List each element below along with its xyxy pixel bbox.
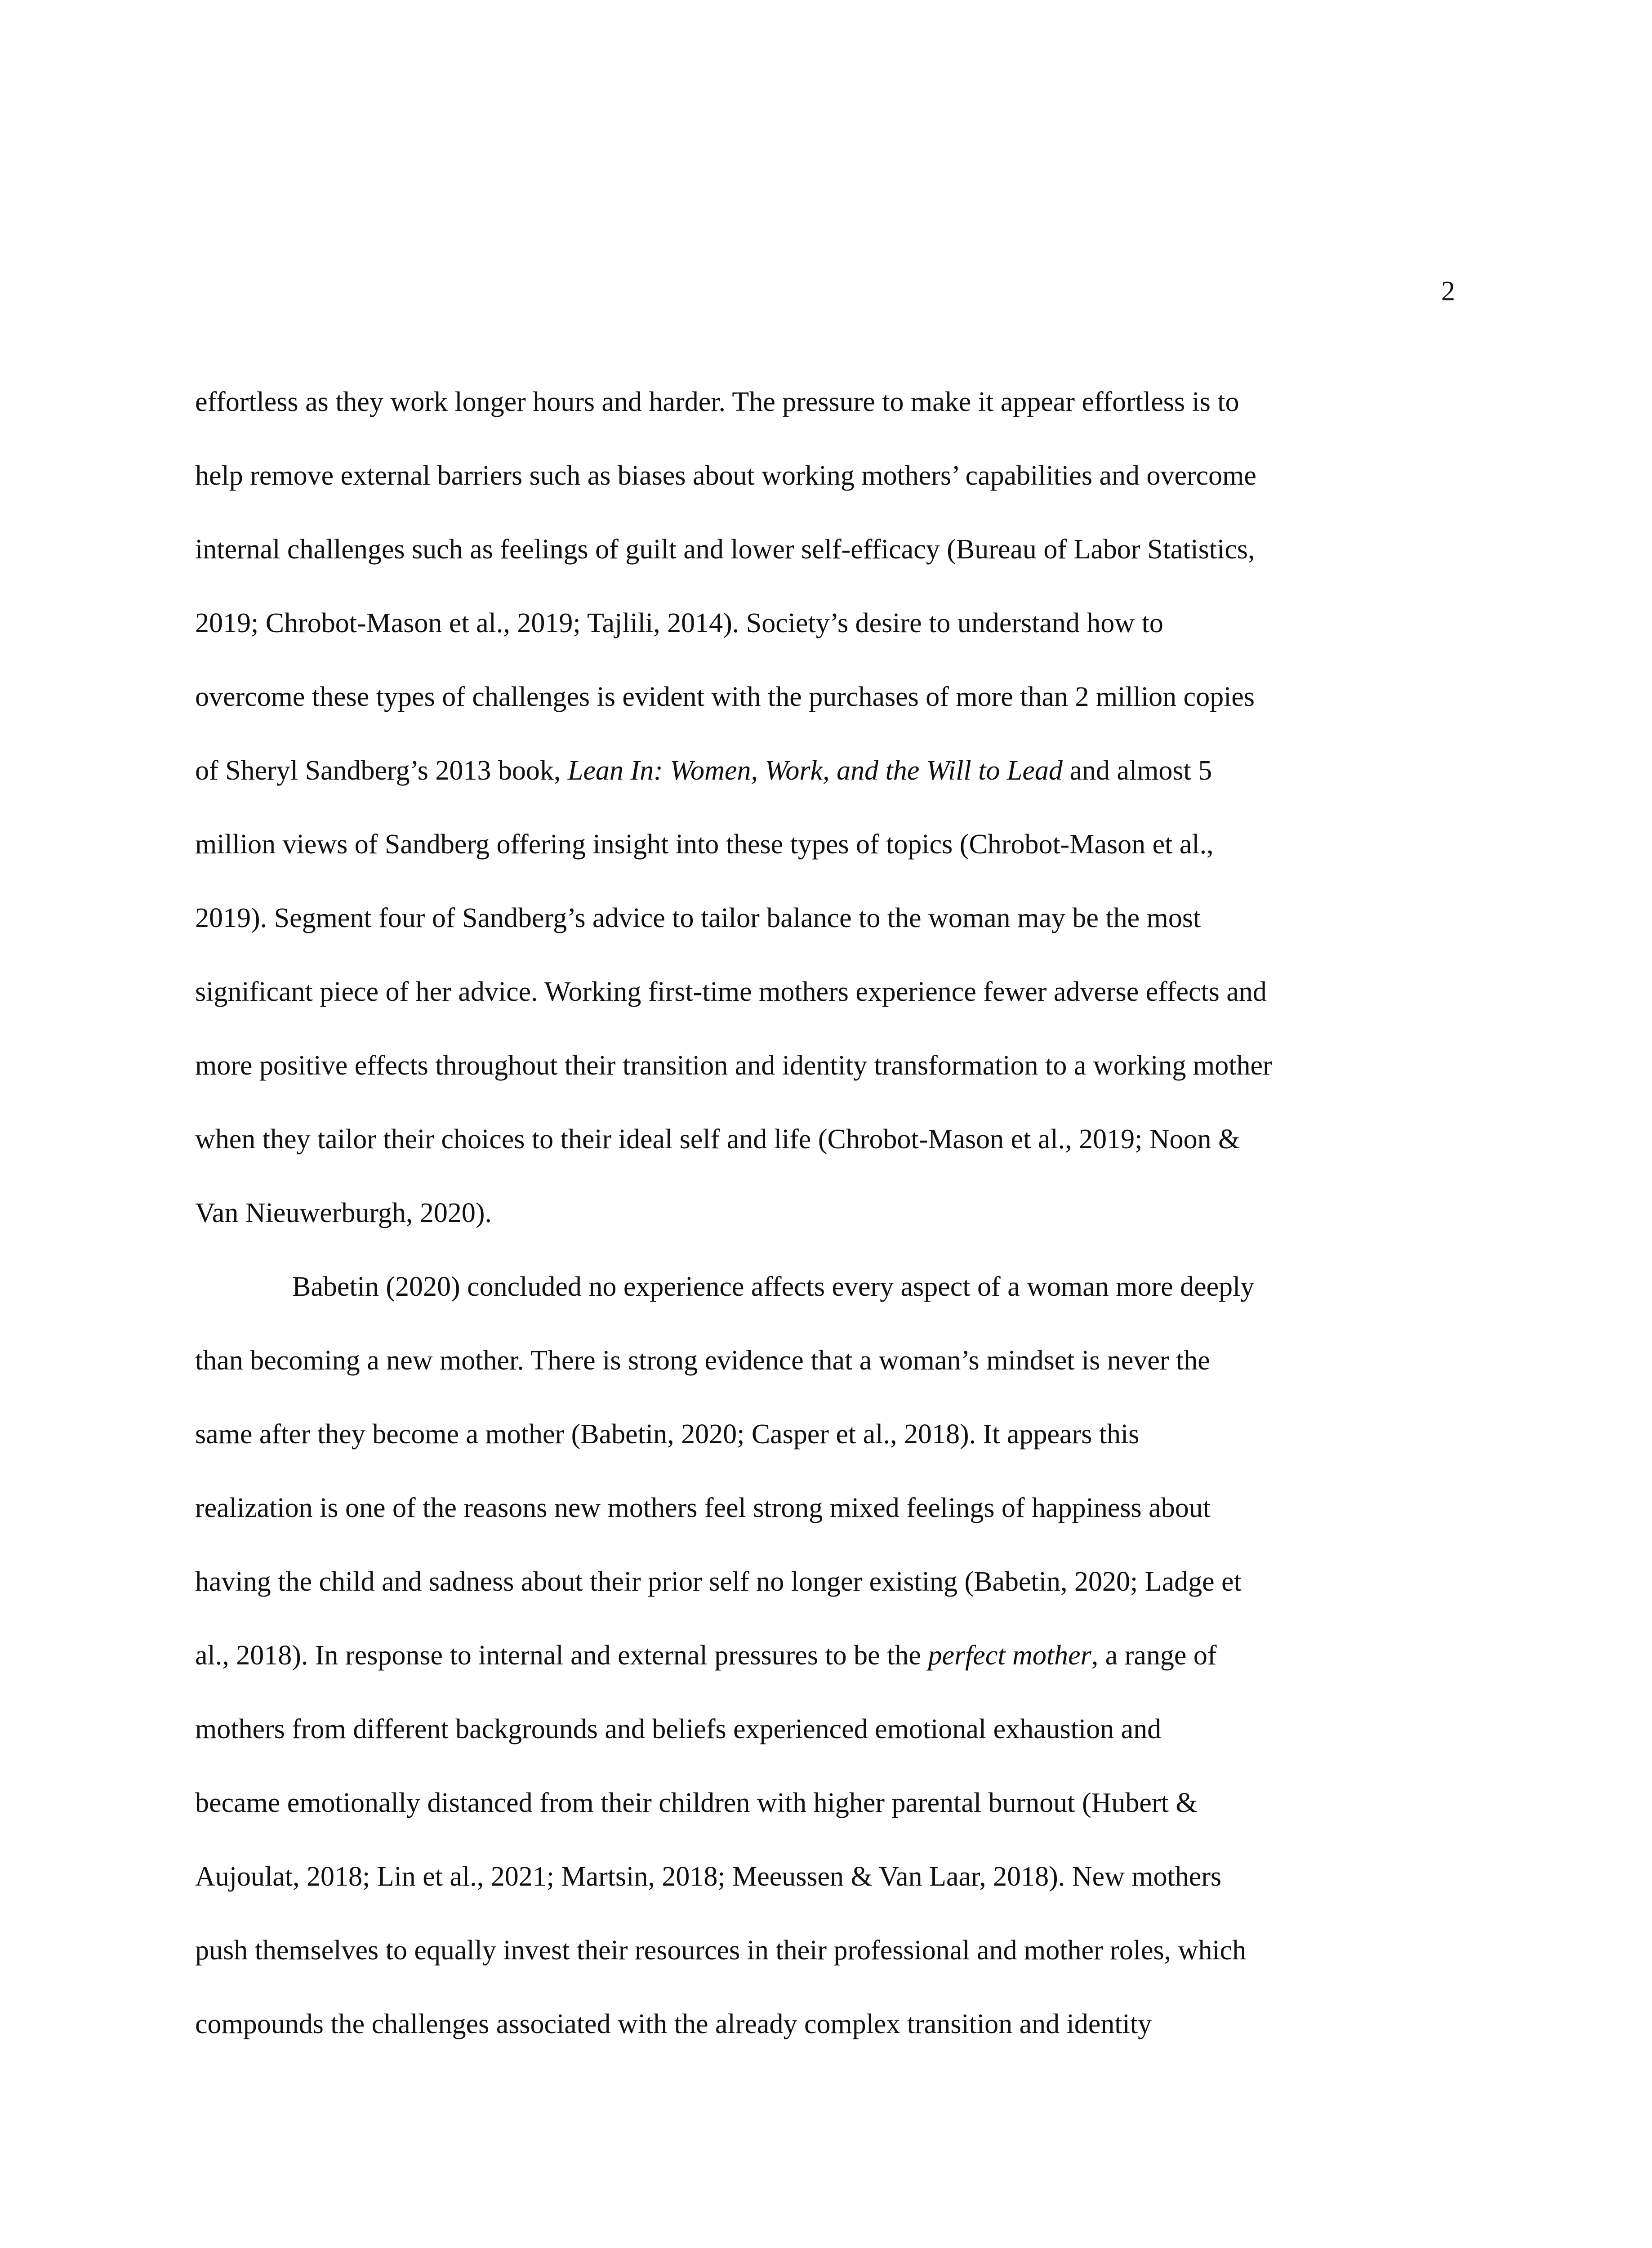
text-line [195, 734, 1457, 807]
text-line: mothers from different backgrounds and beliefs experienced emotional exhaustion and [195, 1714, 1162, 1744]
text-line: overcome these types of challenges is evident with the purchases of more than 2 million copies [195, 682, 1255, 712]
body-text [195, 365, 1457, 2061]
text-line: having the child and sadness about their prior self no longer existing (Babetin, 2020; Ladge et [195, 1566, 1242, 1597]
text-segment: of Sheryl Sandberg’s 2013 book, [195, 755, 568, 786]
text-segment: , a range of [1091, 1640, 1217, 1671]
text-line: more positive effects throughout their transition and identity transformation to a working mother [195, 1050, 1272, 1081]
text-line: compounds the challenges associated with the already complex transition and identity [195, 2009, 1152, 2039]
text-line: when they tailor their choices to their ideal self and life (Chrobot-Mason et al., 2019; Noon & [195, 1124, 1240, 1155]
text-line: than becoming a new mother. There is strong evidence that a woman’s mindset is never the [195, 1345, 1210, 1376]
page-number: 2 [1441, 276, 1455, 307]
text-segment: and almost 5 [1062, 755, 1212, 786]
text-line: Aujoulat, 2018; Lin et al., 2021; Martsin, 2018; Meeussen & Van Laar, 2018). New mothers [195, 1861, 1222, 1892]
text-line: help remove external barriers such as biases about working mothers’ capabilities and overcome [195, 460, 1256, 491]
text-line: internal challenges such as feelings of guilt and lower self-efficacy (Bureau of Labor Statistics, [195, 534, 1255, 565]
emphasis: perfect mother [928, 1640, 1091, 1671]
text-line: million views of Sandberg offering insight into these types of topics (Chrobot-Mason et al., [195, 829, 1214, 860]
text-line: significant piece of her advice. Working first-time mothers experience fewer adverse effects and [195, 977, 1267, 1007]
text-line [195, 1619, 1457, 1692]
book-title: Lean In: Women, Work, and the Will to Lead [567, 755, 1063, 786]
paragraph-1 [195, 365, 1457, 1250]
text-line: push themselves to equally invest their resources in their professional and mother roles, which [195, 1935, 1247, 1966]
text-line: 2019; Chrobot-Mason et al., 2019; Tajlili, 2014). Society’s desire to understand how to [195, 608, 1163, 638]
text-line: effortless as they work longer hours and harder. The pressure to make it appear effortless is to [195, 387, 1239, 417]
text-line: became emotionally distanced from their children with higher parental burnout (Hubert & [195, 1788, 1198, 1818]
text-line: realization is one of the reasons new mothers feel strong mixed feelings of happiness about [195, 1493, 1211, 1523]
text-line: Babetin (2020) concluded no experience affects every aspect of a woman more deeply [292, 1271, 1255, 1302]
text-segment: al., 2018). In response to internal and external pressures to be the [195, 1640, 928, 1671]
text-line: Van Nieuwerburgh, 2020). [195, 1198, 492, 1228]
text-line: same after they become a mother (Babetin, 2020; Casper et al., 2018). It appears this [195, 1419, 1140, 1450]
paragraph-2 [195, 1250, 1457, 2061]
text-line: 2019). Segment four of Sandberg’s advice to tailor balance to the woman may be the most [195, 903, 1201, 933]
